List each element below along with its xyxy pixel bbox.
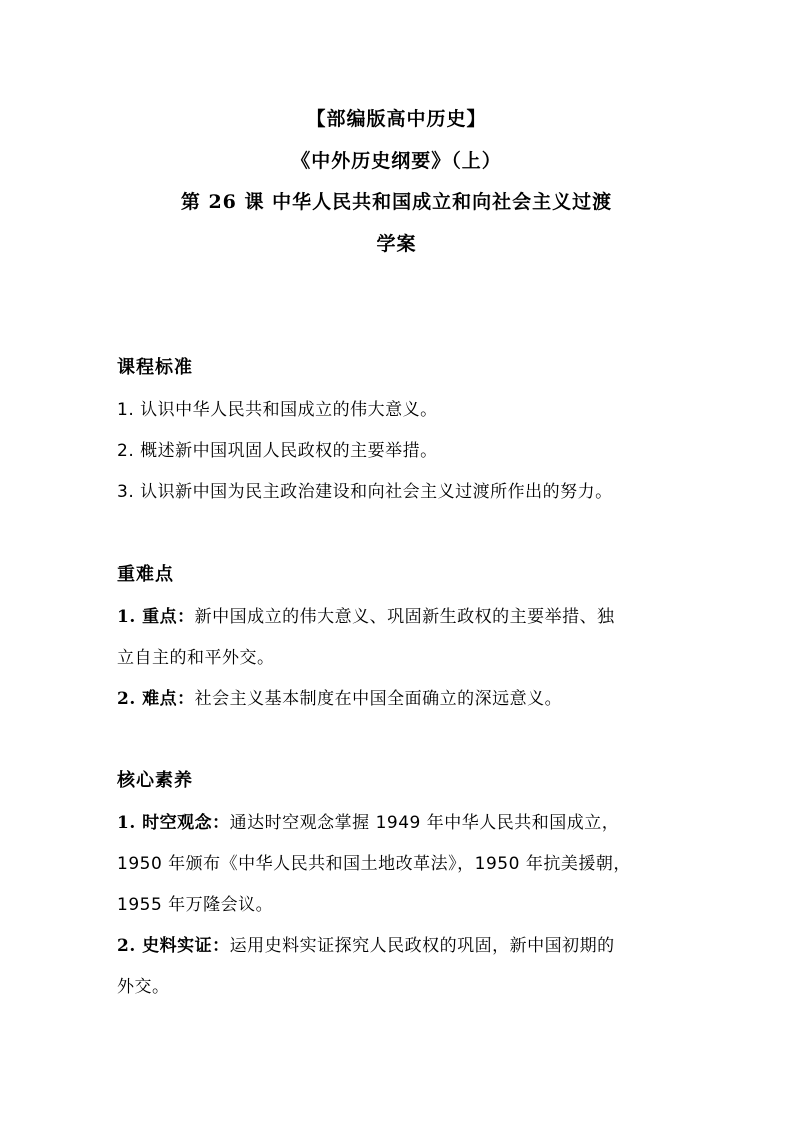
list-item-continuation: 立自主的和平外交。: [117, 648, 275, 668]
item-lead: 2. 史料实证：: [117, 936, 230, 956]
key-points-list: [117, 597, 692, 720]
list-item: 2. 概述新中国巩固人民政权的主要举措。: [117, 441, 438, 461]
list-item: 1. 认识中华人民共和国成立的伟大意义。: [117, 400, 438, 420]
book-title: 《中外历史纲要》（上）: [291, 150, 502, 172]
item-text: 新中国成立的伟大意义、巩固新生政权的主要举措、独: [194, 607, 615, 627]
document-type-title: 学案: [376, 233, 417, 255]
item-lead: 1. 重点：: [117, 607, 195, 627]
lesson-title: 第 26 课 中华人民共和国成立和向社会主义过渡: [180, 191, 613, 213]
item-lead: 2. 难点：: [117, 689, 195, 709]
core-literacy-heading: 核心素养: [117, 770, 193, 791]
course-standards-heading: 课程标准: [117, 357, 193, 378]
item-text: 社会主义基本制度在中国全面确立的深远意义。: [194, 689, 563, 709]
key-points-section: [117, 559, 692, 720]
core-literacy-list: [117, 803, 692, 1008]
item-lead: 1. 时空观念：: [117, 813, 230, 833]
list-item-continuation: 外交。: [117, 977, 170, 997]
course-standards-list: [117, 390, 692, 513]
item-text: 运用史料实证探究人民政权的巩固，新中国初期的: [229, 936, 615, 956]
item-text: 通达时空观念掌握 1949 年中华人民共和国成立，: [229, 813, 620, 833]
list-item: 3. 认识新中国为民主政治建设和向社会主义过渡所作出的努力。: [117, 482, 613, 502]
list-item: [117, 926, 692, 967]
list-item: [117, 803, 692, 844]
list-item-continuation: 1955 年万隆会议。: [117, 895, 274, 915]
series-title: 【部编版高中历史】: [306, 108, 487, 130]
core-literacy-section: [117, 765, 692, 1008]
key-points-heading: 重难点: [117, 564, 174, 585]
list-item-continuation: 1950 年颁布《中华人民共和国土地改革法》，1950 年抗美援朝，: [117, 854, 631, 874]
course-standards-section: [117, 352, 692, 513]
list-item: [117, 679, 692, 720]
list-item: [117, 597, 692, 638]
